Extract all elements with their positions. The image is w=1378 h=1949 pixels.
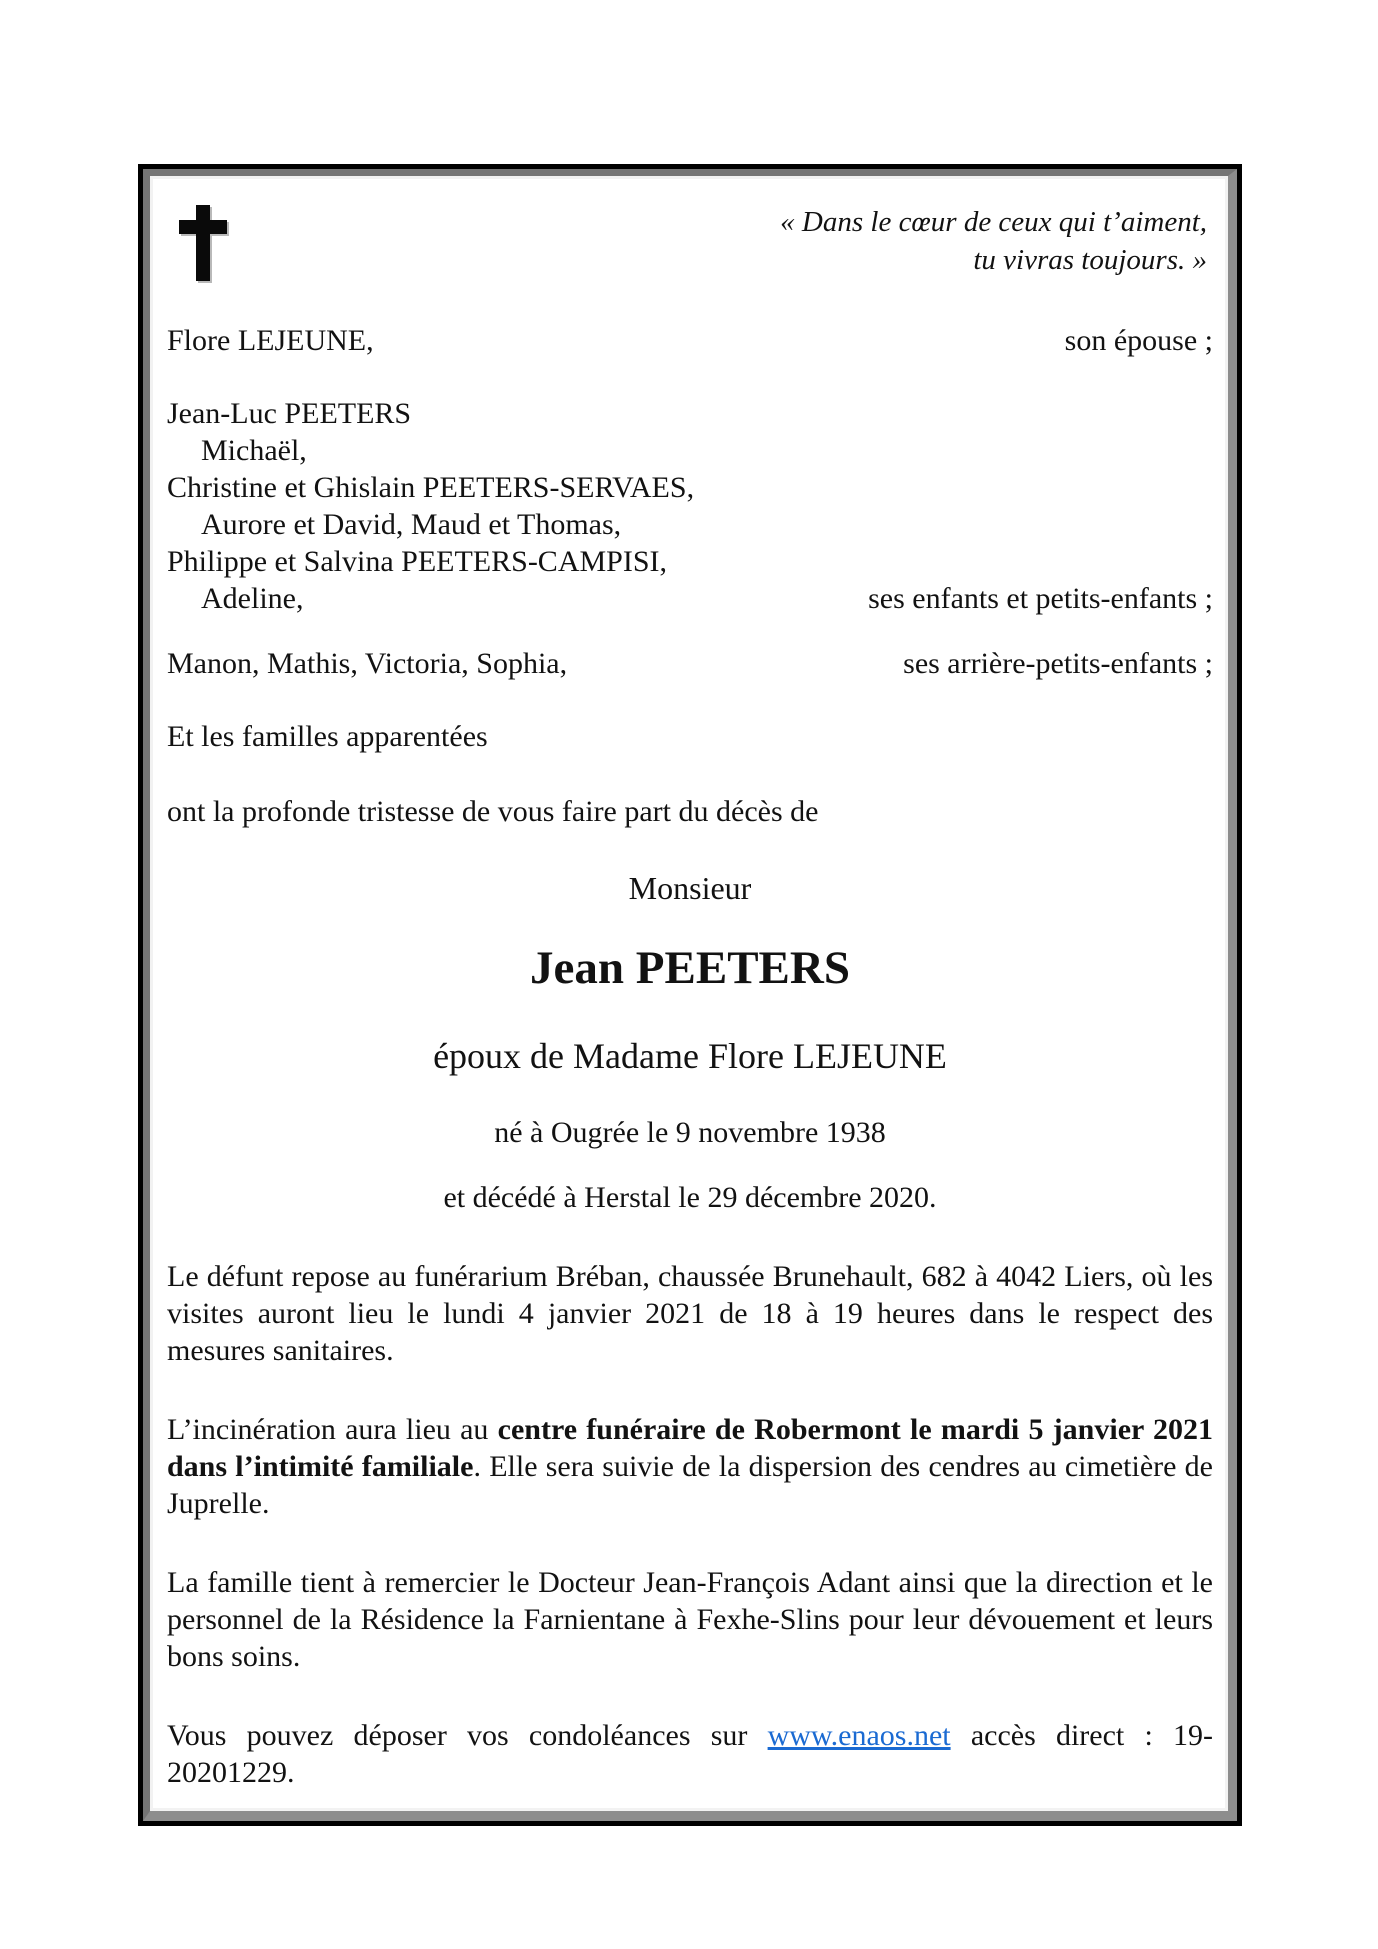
child-line: Jean-Luc PEETERS bbox=[167, 397, 412, 430]
great-grandchildren-names: Manon, Mathis, Victoria, Sophia, bbox=[167, 647, 568, 680]
announcement-content bbox=[153, 179, 1225, 1808]
quote-line-2: tu vivras toujours. » bbox=[973, 244, 1207, 276]
great-grandchildren-relation: ses arrière-petits-enfants ; bbox=[903, 647, 1213, 680]
enaos-link[interactable]: www.enaos.net bbox=[767, 1719, 951, 1752]
frame-inner-edge bbox=[150, 176, 1228, 1811]
children-list bbox=[167, 395, 1213, 617]
spouse-row bbox=[167, 322, 1213, 359]
deceased-birth-line: né à Ougrée le 9 novembre 1938 bbox=[494, 1116, 886, 1149]
frame-shadow-band bbox=[143, 169, 1237, 1821]
child-line: Aurore et David, Maud et Thomas, bbox=[201, 508, 622, 541]
related-families-line: Et les familles apparentées bbox=[167, 720, 488, 753]
cremation-text-bold: centre funéraire de Robermont le mardi 5 janvier 2021 dans l’intimité familiale bbox=[167, 1413, 1214, 1483]
spouse-relation: son épouse ; bbox=[1064, 324, 1213, 357]
cross-icon bbox=[179, 205, 227, 290]
cremation-text-pre: L’incinération aura lieu au bbox=[167, 1413, 498, 1446]
child-line: Adeline, bbox=[201, 582, 304, 615]
child-line: Michaël, bbox=[201, 434, 307, 467]
children-relation: ses enfants et petits-enfants ; bbox=[868, 582, 1213, 615]
deceased-title: Monsieur bbox=[628, 870, 752, 906]
great-grandchildren-row bbox=[167, 645, 1213, 682]
child-line: Christine et Ghislain PEETERS-SERVAES, bbox=[167, 471, 695, 504]
spouse-name: Flore LEJEUNE, bbox=[167, 324, 374, 357]
paragraph-repose: Le défunt repose au funérarium Bréban, chaussée Brunehault, 682 à 4042 Liers, où les visites auront lieu le lundi 4 janvier 2021 de 18 à 19 heures dans le respect des mesures sanitaires. bbox=[167, 1260, 1213, 1367]
announcement-intro: ont la profonde tristesse de vous faire part du décès de bbox=[167, 795, 819, 828]
paragraph-condolences bbox=[167, 1717, 1213, 1791]
paragraph-cremation bbox=[167, 1411, 1213, 1522]
memorial-quote bbox=[780, 203, 1207, 279]
deceased-name: Jean PEETERS bbox=[530, 942, 850, 994]
condolences-text-pre: Vous pouvez déposer vos condoléances sur bbox=[167, 1719, 768, 1752]
quote-line-1: « Dans le cœur de ceux qui t’aiment, bbox=[780, 206, 1207, 238]
child-line: Philippe et Salvina PEETERS-CAMPISI, bbox=[167, 545, 668, 578]
paragraph-thanks: La famille tient à remercier le Docteur Jean-François Adant ainsi que la direction et le personnel de la Résidence la Farnientane à Fexhe-Slins pour leur dévouement et leurs bons soins. bbox=[167, 1566, 1213, 1673]
header-row bbox=[167, 199, 1213, 290]
announcement-frame bbox=[138, 164, 1242, 1826]
child-line-with-relation bbox=[167, 580, 1213, 617]
cremation-text-post: . Elle sera suivie de la dispersion des cendres au cimetière de Juprelle. bbox=[167, 1450, 1213, 1520]
deceased-death-line: et décédé à Herstal le 29 décembre 2020. bbox=[443, 1181, 937, 1214]
condolences-text-post: accès direct : 19-20201229. bbox=[167, 1719, 1213, 1789]
deceased-spouse-line: époux de Madame Flore LEJEUNE bbox=[433, 1036, 947, 1076]
